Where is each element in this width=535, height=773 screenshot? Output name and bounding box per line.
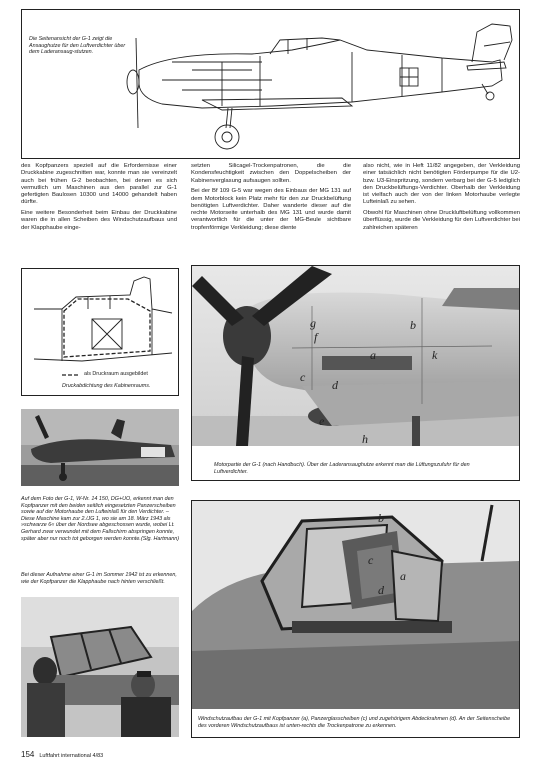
windshield-label-d: d bbox=[378, 583, 384, 597]
engine-photo-image bbox=[192, 266, 520, 446]
cabin-caption: Druckabdichtung des Kabinenraums. bbox=[62, 383, 151, 389]
engine-label-f: f bbox=[314, 330, 318, 344]
airfield-photo bbox=[21, 409, 179, 486]
engine-label-g: g bbox=[310, 316, 316, 330]
cabin-figure bbox=[21, 268, 179, 396]
engine-label-c: c bbox=[300, 370, 306, 384]
text-column-1 bbox=[21, 163, 177, 235]
windshield-caption: Windschutzaufbau der G-1 mit Kopfpanzer (a), Panzerglasscheiben (c) und zugehörigem Abdeckrahmen (d). An der Seitenscheibe des vorderen Windschutzaufbaus ist unten-rechts die Trockenpatrone zu erkennen. bbox=[198, 716, 511, 729]
engine-label-e: e bbox=[319, 414, 325, 428]
summer-photo bbox=[21, 597, 179, 737]
windshield-label-a: a bbox=[400, 569, 406, 583]
windshield-photo-image bbox=[192, 501, 520, 709]
engine-label-b: b bbox=[410, 318, 416, 332]
col1-paragraph-1: des Kopfpanzers speziell auf die Erfordernisse einer Druckkabine zugeschnitten war, konnte man sie vereinzelt auch bei frühen G-2 beobachten, bei denen es sich vermutlich um Maschinen aus den parallel zur G-1 gefertigten Baulosen 10300 und 14000 gehandelt haben dürfte. bbox=[21, 163, 177, 206]
engine-label-h: h bbox=[362, 432, 368, 446]
airfield-credit: (Slg. Hartmann) bbox=[140, 535, 179, 542]
col2-paragraph-1: setzten Silicagel-Trockenpatronen, die die Kondensfeuchtigkeit zwischen den Doppelscheiben der Kabinenverglasung aufsaugen sollten. bbox=[191, 163, 351, 184]
summer-caption: Bei dieser Aufnahme einer G-1 im Sommer 1942 ist zu erkennen, wie der Kopfpanzer die Klapphaube nach hinten verschließt. bbox=[21, 572, 177, 585]
text-column-2 bbox=[191, 163, 351, 235]
airfield-photo-image bbox=[21, 409, 179, 486]
engine-photo bbox=[191, 265, 520, 481]
engine-photo-caption: Motorpartie der G-1 (nach Handbuch). Über der Laderansaughutze erkennt man die Lüftungszufuhr für den Luftverdichter. bbox=[214, 462, 470, 475]
windshield-label-b: b bbox=[378, 511, 384, 525]
airfield-caption bbox=[21, 496, 179, 542]
summer-photo-image bbox=[21, 597, 179, 737]
page-number: 154 bbox=[21, 750, 35, 759]
top-figure-caption: Die Seitenansicht der G-1 zeigt die Ansaughutze für den Luftverdichter über dem Laderansaug-stutzen. bbox=[29, 36, 126, 56]
airfield-caption-text: Auf dem Foto der G-1, W-Nr. 14 150, DG+UO, erkennt man den Kopfpanzer mit den beiden seitlich eingesetzten Panzerscheiben sowie auf der Motorhaube den Lufteinlaß für den Verdichter. – Diese Maschine kam zur 2./JG 1, wo sie am 18. März 1943 als »schwarze 6« über der Nordsee abgeschossen wurde, wobei Lt. Gerhard zwar verwundet mit dem Fallschirm abspringen konnte, später aber nur noch tot geborgen werden konnte. bbox=[21, 496, 176, 542]
windshield-label-c: c bbox=[368, 553, 374, 567]
page-footer bbox=[21, 750, 103, 759]
publication-name: Luftfahrt international 4/83 bbox=[39, 753, 104, 759]
windshield-photo bbox=[191, 500, 520, 738]
engine-label-a: a bbox=[370, 348, 376, 362]
col2-paragraph-2: Bei der Bf 109 G-5 war wegen des Einbaus der MG 131 auf dem Motorblock kein Platz mehr für den zur Druckbelüftung benötigten Luftverdichter. Daher wanderte dieser auf die rechte Motorseite unterhalb des MG 131 und wurde damit verantwortlich für die unter der MG-Beule sichtbare tropfenförmige Verkleidung; diese diente bbox=[191, 188, 351, 231]
col3-paragraph-2: Obwohl für Maschinen ohne Druckluftbelüftung vollkommen überflüssig, wurde die Verkleidung für den Luftverdichter bei zahlreichen späteren bbox=[363, 210, 520, 231]
aircraft-side-view-drawing bbox=[22, 10, 520, 159]
engine-label-d: d bbox=[332, 378, 338, 392]
top-figure bbox=[21, 9, 520, 159]
text-column-3 bbox=[363, 163, 520, 235]
cabin-legend: als Druckraum ausgebildet bbox=[84, 371, 148, 377]
col1-paragraph-2: Eine weitere Besonderheit beim Einbau der Druckkabine waren die in allen Scheiben des Windschutzaufbaus und der Klapphaube einge- bbox=[21, 210, 177, 231]
engine-label-k: k bbox=[432, 348, 438, 362]
col3-paragraph-1: also nicht, wie in Heft 11/82 angegeben, der Verkleidung einer tatsächlich nicht benötigten Förderpumpe für die U2- bzw. U3-Einspritzung, sondern verbarg bei der G-5 lediglich den Druckbelüftungs-Verdichter. Oberhalb der Verkleidung ist vielfach auch der von der linken Motorhaube verlegte Lufteinlaß zu sehen. bbox=[363, 163, 520, 206]
